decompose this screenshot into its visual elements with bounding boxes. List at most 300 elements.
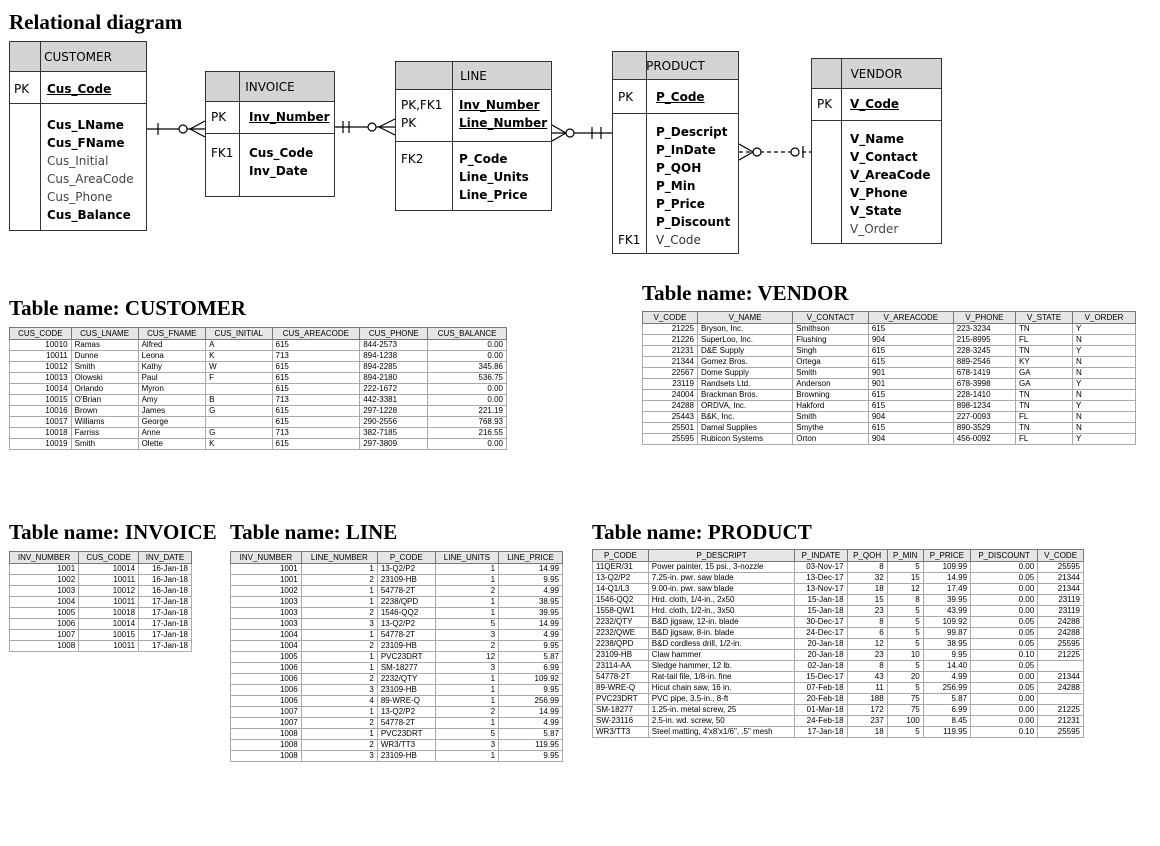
table-cell: Hrd. cloth, 1/2-in., 3x50 [648, 606, 795, 617]
product-attribute: P_QOH [656, 161, 702, 175]
table-row [231, 663, 563, 674]
table-cell: 21344 [1038, 584, 1084, 595]
table-cell: Singh [793, 346, 869, 357]
line-attribute: Line_Units [459, 170, 529, 184]
product-attribute-list [656, 123, 730, 231]
table-cell: 54778-2T [377, 718, 435, 729]
table-cell: KY [1016, 357, 1073, 368]
product-attribute: P_Discount [656, 215, 731, 229]
table-cell: 1008 [231, 751, 302, 762]
table-row [10, 586, 192, 597]
table-cell: 678-1419 [953, 368, 1015, 379]
table-cell: Damal Supplies [697, 423, 792, 434]
column-header: V_STATE [1016, 312, 1073, 324]
table-cell: 256.99 [499, 696, 563, 707]
entity-invoice [205, 71, 335, 197]
table-cell: Y [1073, 324, 1136, 335]
table-cell: Y [1073, 401, 1136, 412]
product-pk-label: PK [618, 90, 634, 104]
table-cell: O'Brian [71, 395, 138, 406]
table-cell: G [206, 428, 272, 439]
table-cell: 109.92 [923, 617, 970, 628]
table-cell: 1006 [231, 685, 302, 696]
table-cell: 5 [887, 562, 923, 573]
table-cell: 0.00 [971, 716, 1038, 727]
table-cell: 21344 [1038, 672, 1084, 683]
table-product [592, 549, 1084, 738]
table-row [593, 683, 1084, 694]
table-row [231, 630, 563, 641]
table-cell: 172 [847, 705, 887, 716]
table-cell: SM-18277 [593, 705, 649, 716]
table-cell: K [206, 351, 272, 362]
table-cell: 0.00 [428, 340, 507, 351]
table-cell: 297-3809 [360, 439, 428, 450]
column-header: CUS_PHONE [360, 328, 428, 340]
table-cell: Dunne [71, 351, 138, 362]
table-cell [206, 417, 272, 428]
customer-attribute: Cus_AreaCode [47, 172, 134, 186]
entity-product-name: PRODUCT [613, 52, 738, 80]
table-cell: 10013 [10, 373, 72, 384]
line-product-relationship [552, 125, 612, 141]
table-cell: 5 [887, 639, 923, 650]
table-cell: D&E Supply [697, 346, 792, 357]
column-header: P_CODE [377, 552, 435, 564]
column-header: CUS_CODE [10, 328, 72, 340]
table-row [593, 672, 1084, 683]
table-cell: 01-Mar-18 [795, 705, 847, 716]
table-cell: 14.99 [499, 564, 563, 575]
table-cell: 10 [887, 650, 923, 661]
entity-customer-name: CUSTOMER [10, 42, 146, 72]
table-cell: 382-7185 [360, 428, 428, 439]
table-cell: 21226 [643, 335, 698, 346]
table-cell: N [1073, 412, 1136, 423]
table-cell: 43 [847, 672, 887, 683]
table-row [10, 575, 192, 586]
table-cell: 17-Jan-18 [139, 597, 192, 608]
table-cell: 15-Jan-18 [795, 595, 847, 606]
table-cell: 89-WRE-Q [593, 683, 649, 694]
table-cell: 21225 [1038, 705, 1084, 716]
table-header-row [231, 552, 563, 564]
table-cell: 1004 [231, 641, 302, 652]
table-cell: 03-Nov-17 [795, 562, 847, 573]
table-cell: Rat-tail file, 1/8-in. fine [648, 672, 795, 683]
table-cell: TN [1016, 401, 1073, 412]
table-cell: 1 [301, 707, 377, 718]
table-cell: 1 [435, 685, 498, 696]
table-cell: 0.00 [971, 584, 1038, 595]
table-cell: WR3/TT3 [593, 727, 649, 738]
table-cell: George [138, 417, 205, 428]
table-cell: SW-23116 [593, 716, 649, 727]
table-cell: 20 [887, 672, 923, 683]
table-cell: 0.00 [428, 384, 507, 395]
table-cell: 904 [868, 434, 953, 445]
table-cell: 0.05 [971, 573, 1038, 584]
table-cell: N [1073, 423, 1136, 434]
table-cell: 8 [887, 595, 923, 606]
table-cell: 2232/QWE [593, 628, 649, 639]
table-cell: 228-1410 [953, 390, 1015, 401]
table-cell: 23109-HB [377, 641, 435, 652]
table-cell: Hrd. cloth, 1/4-in., 2x50 [648, 595, 795, 606]
table-cell: 25595 [1038, 562, 1084, 573]
table-cell: 4.99 [499, 718, 563, 729]
invoice-attribute: Cus_Code [249, 146, 314, 160]
table-cell: 21344 [643, 357, 698, 368]
table-cell: 16-Jan-18 [139, 586, 192, 597]
entity-vendor [811, 58, 942, 244]
table-cell: 8.45 [923, 716, 970, 727]
table-cell: Williams [71, 417, 138, 428]
invoice-pk-label: PK [211, 110, 227, 124]
table-row [593, 562, 1084, 573]
table-cell: 713 [272, 351, 360, 362]
column-header: LINE_PRICE [499, 552, 563, 564]
table-cell: 1 [435, 751, 498, 762]
table-cell: ORDVA, Inc. [697, 401, 792, 412]
table-vendor-title: Table name: VENDOR [642, 281, 849, 305]
invoice-line-relationship [335, 119, 395, 135]
table-cell: 237 [847, 716, 887, 727]
table-cell: N [1073, 368, 1136, 379]
table-cell: Brackman Bros. [697, 390, 792, 401]
table-cell: 16-Jan-18 [139, 575, 192, 586]
table-cell: 38.95 [923, 639, 970, 650]
entity-line [395, 61, 552, 211]
table-row [643, 346, 1136, 357]
table-cell: 2 [301, 718, 377, 729]
line-pk-attr-1: Inv_Number [459, 98, 540, 112]
table-cell: 23119 [1038, 595, 1084, 606]
table-cell: 5 [887, 683, 923, 694]
table-cell: 615 [272, 362, 360, 373]
column-header: V_NAME [697, 312, 792, 324]
table-cell: Claw hammer [648, 650, 795, 661]
table-row [231, 696, 563, 707]
table-cell: 0.00 [428, 351, 507, 362]
table-cell: Smith [793, 412, 869, 423]
table-cell: 894-1238 [360, 351, 428, 362]
table-cell: 0.10 [971, 650, 1038, 661]
table-row [231, 729, 563, 740]
table-cell: 24-Feb-18 [795, 716, 847, 727]
table-cell: 1008 [231, 740, 302, 751]
entity-vendor-name: VENDOR [812, 59, 941, 89]
table-row [10, 406, 507, 417]
table-row [593, 694, 1084, 705]
table-cell: 21225 [1038, 650, 1084, 661]
table-row [643, 434, 1136, 445]
table-cell: FL [1016, 335, 1073, 346]
customer-invoice-relationship [147, 121, 205, 137]
table-cell: 2 [301, 674, 377, 685]
table-cell: 10018 [10, 428, 72, 439]
table-cell: 1 [435, 608, 498, 619]
table-cell: 1 [301, 597, 377, 608]
table-cell: 32 [847, 573, 887, 584]
table-cell: Y [1073, 434, 1136, 445]
table-cell: Myron [138, 384, 205, 395]
table-row [593, 727, 1084, 738]
invoice-pk-attr: Inv_Number [249, 110, 330, 124]
table-cell: 1 [301, 630, 377, 641]
table-cell: 1003 [10, 586, 79, 597]
table-cell: 456-0092 [953, 434, 1015, 445]
line-attribute-list [459, 150, 529, 204]
table-cell: 0.10 [971, 727, 1038, 738]
table-cell: 02-Jan-18 [795, 661, 847, 672]
table-cell: 14.99 [499, 619, 563, 630]
table-row [10, 619, 192, 630]
table-cell: 5 [887, 628, 923, 639]
table-cell: 23119 [643, 379, 698, 390]
product-attribute: P_Price [656, 197, 705, 211]
table-cell: 216.55 [428, 428, 507, 439]
table-cell: 39.95 [923, 595, 970, 606]
table-cell: 1001 [10, 564, 79, 575]
table-cell: 54778-2T [377, 586, 435, 597]
table-cell: B&D jigsaw, 8-in. blade [648, 628, 795, 639]
diagram-title: Relational diagram [9, 10, 183, 34]
table-cell: B&K, Inc. [697, 412, 792, 423]
table-cell: Bryson, Inc. [697, 324, 792, 335]
customer-pk-attr: Cus_Code [47, 82, 112, 96]
table-cell: 20-Jan-18 [795, 639, 847, 650]
table-cell: 5 [435, 729, 498, 740]
table-cell: 297-1228 [360, 406, 428, 417]
table-row [593, 716, 1084, 727]
table-cell: 9.95 [499, 641, 563, 652]
table-cell: 615 [868, 390, 953, 401]
table-cell: 615 [272, 340, 360, 351]
table-cell: 1002 [231, 586, 302, 597]
table-cell: 75 [887, 694, 923, 705]
table-cell: 99.87 [923, 628, 970, 639]
column-header: P_QOH [847, 550, 887, 562]
line-pk-label-1: PK,FK1 [401, 98, 443, 112]
table-cell: 228-3245 [953, 346, 1015, 357]
table-cell: 615 [868, 401, 953, 412]
table-row [231, 652, 563, 663]
table-cell: Smithson [793, 324, 869, 335]
table-cell: 0.05 [971, 617, 1038, 628]
table-cell: 10011 [79, 575, 139, 586]
table-cell: 2 [301, 608, 377, 619]
table-cell: 18 [847, 584, 887, 595]
table-cell: 75 [887, 705, 923, 716]
table-cell: Gomez Bros. [697, 357, 792, 368]
table-cell: Randsets Ltd. [697, 379, 792, 390]
table-cell: 1001 [231, 564, 302, 575]
table-cell: 5 [887, 727, 923, 738]
table-cell: Flushing [793, 335, 869, 346]
table-row [10, 395, 507, 406]
table-cell: 10011 [79, 597, 139, 608]
table-cell: 9.00-in. pwr. saw blade [648, 584, 795, 595]
table-cell: 10014 [79, 619, 139, 630]
table-cell: 9.95 [499, 685, 563, 696]
table-cell: B&D cordless drill, 1/2-in. [648, 639, 795, 650]
table-cell: 10018 [79, 608, 139, 619]
table-cell: A [206, 340, 272, 351]
table-cell: 1008 [10, 641, 79, 652]
table-cell: Anderson [793, 379, 869, 390]
table-cell: 14.40 [923, 661, 970, 672]
column-header: LINE_UNITS [435, 552, 498, 564]
table-row [643, 401, 1136, 412]
product-pk-attr: P_Code [656, 90, 705, 104]
line-attribute: Line_Price [459, 188, 528, 202]
table-cell: Anne [138, 428, 205, 439]
table-cell: 14-Q1/L3 [593, 584, 649, 595]
table-cell: 1008 [231, 729, 302, 740]
table-cell: Hicut chain saw, 16 in. [648, 683, 795, 694]
table-cell: 8 [847, 562, 887, 573]
table-cell: 21231 [1038, 716, 1084, 727]
table-cell: K [206, 439, 272, 450]
table-cell: 2238/QPD [593, 639, 649, 650]
table-cell: 5 [435, 619, 498, 630]
table-cell: 109.92 [499, 674, 563, 685]
table-cell: 54778-2T [593, 672, 649, 683]
table-cell: B [206, 395, 272, 406]
table-cell: 17-Jan-18 [139, 641, 192, 652]
table-cell: 1 [435, 597, 498, 608]
product-fk-attr: V_Code [656, 233, 701, 247]
table-cell: 1.25-in. metal screw, 25 [648, 705, 795, 716]
table-cell: 0.00 [971, 705, 1038, 716]
column-header: CUS_INITIAL [206, 328, 272, 340]
table-cell: 1006 [10, 619, 79, 630]
table-row [593, 705, 1084, 716]
table-cell: Amy [138, 395, 205, 406]
table-cell: 13-Nov-17 [795, 584, 847, 595]
table-cell: 6.99 [923, 705, 970, 716]
table-cell: 25595 [1038, 639, 1084, 650]
table-cell: 10014 [10, 384, 72, 395]
table-cell: 10019 [10, 439, 72, 450]
table-row [231, 674, 563, 685]
table-row [231, 608, 563, 619]
table-cell: 256.99 [923, 683, 970, 694]
table-cell: 1006 [231, 663, 302, 674]
table-cell: PVC pipe, 3.5-in., 8-ft [648, 694, 795, 705]
table-cell: 4 [301, 696, 377, 707]
table-cell: 1 [435, 575, 498, 586]
table-cell: 188 [847, 694, 887, 705]
customer-pk-label: PK [14, 82, 30, 96]
table-cell: 615 [868, 357, 953, 368]
table-cell [206, 384, 272, 395]
table-cell: 14.99 [923, 573, 970, 584]
vendor-attribute: V_State [850, 204, 902, 218]
table-cell: 100 [887, 716, 923, 727]
table-cell: 4.99 [499, 630, 563, 641]
table-header-row [593, 550, 1084, 562]
table-cell: 10011 [79, 641, 139, 652]
table-cell: 6 [847, 628, 887, 639]
table-cell: 290-2556 [360, 417, 428, 428]
vendor-attribute: V_Order [850, 222, 899, 236]
table-cell: 109.99 [923, 562, 970, 573]
table-cell: 13-Dec-17 [795, 573, 847, 584]
customer-attribute-list [47, 116, 134, 224]
table-cell: 3 [301, 751, 377, 762]
table-cell: 615 [272, 439, 360, 450]
table-cell: 13-Q2/P2 [377, 619, 435, 630]
column-header: LINE_NUMBER [301, 552, 377, 564]
table-cell: 904 [868, 335, 953, 346]
table-cell: 0.00 [428, 439, 507, 450]
table-cell: 13-Q2/P2 [377, 707, 435, 718]
table-cell: 2.5-in. wd. screw, 50 [648, 716, 795, 727]
table-cell: 0.05 [971, 661, 1038, 672]
table-cell: 227-0093 [953, 412, 1015, 423]
table-row [643, 412, 1136, 423]
table-cell: 2 [301, 575, 377, 586]
table-cell: 1007 [10, 630, 79, 641]
table-row [593, 639, 1084, 650]
table-cell: 221.19 [428, 406, 507, 417]
table-cell: TN [1016, 324, 1073, 335]
table-cell: 768.93 [428, 417, 507, 428]
table-cell: PVC23DRT [377, 652, 435, 663]
table-cell: 11QER/31 [593, 562, 649, 573]
table-vendor [642, 311, 1136, 445]
table-cell: Browning [793, 390, 869, 401]
table-cell: 43.99 [923, 606, 970, 617]
table-cell: TN [1016, 423, 1073, 434]
table-invoice-title: Table name: INVOICE [9, 520, 217, 544]
column-header: V_CODE [643, 312, 698, 324]
product-attribute: P_Min [656, 179, 696, 193]
table-cell: 2 [435, 586, 498, 597]
table-cell: Alfred [138, 340, 205, 351]
table-cell: FL [1016, 412, 1073, 423]
column-header: P_DISCOUNT [971, 550, 1038, 562]
table-cell: 21225 [643, 324, 698, 335]
table-cell: 20-Jan-18 [795, 650, 847, 661]
table-cell: Paul [138, 373, 205, 384]
table-row [10, 340, 507, 351]
table-cell: 13-Q2/P2 [377, 564, 435, 575]
table-cell: W [206, 362, 272, 373]
table-cell: 9.95 [499, 751, 563, 762]
table-row [10, 564, 192, 575]
table-cell: 615 [272, 406, 360, 417]
vendor-pk-attr: V_Code [850, 97, 900, 111]
table-row [231, 685, 563, 696]
table-cell: 15-Jan-18 [795, 606, 847, 617]
table-cell: 1546-QQ2 [593, 595, 649, 606]
table-row [643, 357, 1136, 368]
table-cell: 10010 [10, 340, 72, 351]
table-cell: 17-Jan-18 [139, 630, 192, 641]
table-cell: 713 [272, 428, 360, 439]
table-cell: 901 [868, 368, 953, 379]
table-cell: 20-Feb-18 [795, 694, 847, 705]
table-cell: 23114-AA [593, 661, 649, 672]
table-cell: 5.87 [923, 694, 970, 705]
table-cell: 2238/QPD [377, 597, 435, 608]
table-cell: 0.00 [428, 395, 507, 406]
table-cell: 24288 [1038, 683, 1084, 694]
table-cell: 1 [435, 718, 498, 729]
